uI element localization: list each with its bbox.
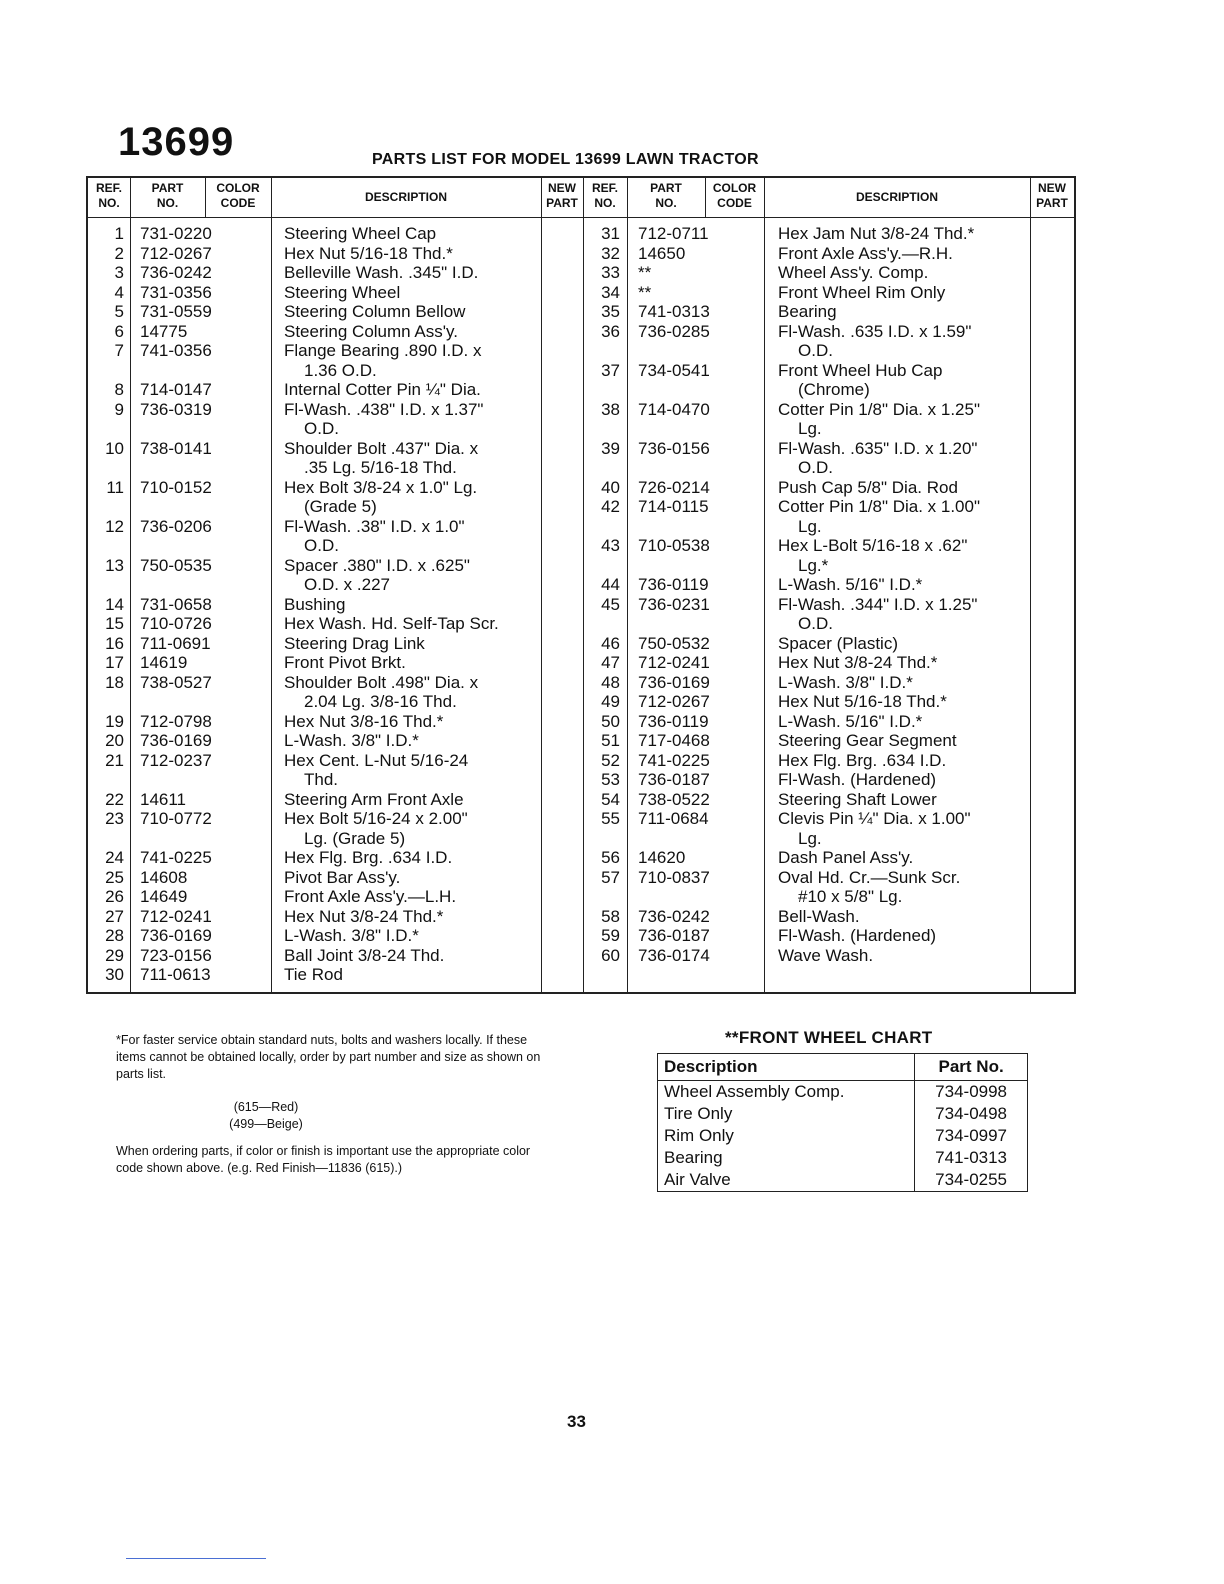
ref-number: 7	[114, 341, 124, 360]
part-description: Fl-Wash. .635" I.D. x 1.20"	[778, 438, 978, 458]
ref-number: 60	[601, 945, 620, 965]
part-description: Steering Column Bellow	[284, 302, 466, 321]
ref-number: 12	[105, 516, 124, 536]
parts-row	[88, 731, 1074, 750]
parts-row	[88, 244, 1074, 263]
part-number: 712-0711	[638, 224, 709, 243]
wheel-chart-row	[658, 1081, 1028, 1104]
parts-row	[88, 380, 1074, 399]
ref-number: 11	[106, 477, 124, 497]
ref-number: 40	[601, 477, 620, 497]
ref-number: 13	[105, 555, 124, 575]
ref-number: 28	[105, 926, 124, 945]
part-description: Internal Cotter Pin ¼" Dia.	[284, 380, 481, 399]
part-description: Wheel Ass'y. Comp.	[778, 263, 929, 282]
part-description: Hex Nut 3/8-24 Thd.*	[284, 906, 444, 926]
part-number: 736-0285	[638, 321, 710, 341]
part-description-cont: O.D.	[798, 614, 833, 633]
part-description: Hex Wash. Hd. Self-Tap Scr.	[284, 614, 499, 633]
ref-number: 46	[601, 633, 620, 653]
wheel-part-number: 734-0997	[915, 1125, 1028, 1147]
part-description-cont: (Chrome)	[798, 380, 870, 399]
part-number: 750-0532	[638, 633, 710, 653]
part-description: Hex Cent. L-Nut 5/16-24	[284, 750, 469, 770]
part-description: Hex Nut 3/8-16 Thd.*	[284, 711, 444, 731]
wheel-chart-row	[658, 1147, 1028, 1169]
part-number: 710-0726	[140, 614, 212, 633]
part-description-cont: Thd.	[304, 770, 339, 789]
ref-number: 2	[114, 243, 124, 263]
part-description: Clevis Pin ¼" Dia. x 1.00"	[778, 809, 971, 828]
part-number: 741-0225	[140, 848, 212, 867]
part-number: 738-0522	[638, 789, 710, 809]
front-wheel-chart	[657, 1053, 1028, 1192]
parts-row	[88, 283, 1074, 302]
part-description: Fl-Wash. .635 I.D. x 1.59"	[778, 321, 972, 341]
part-number: 710-0538	[638, 536, 710, 555]
ref-number: 24	[105, 848, 124, 867]
part-number: 736-0319	[140, 399, 212, 419]
ref-number: 57	[601, 867, 620, 887]
part-number: 731-0220	[140, 224, 212, 243]
parts-row	[88, 575, 1074, 594]
parts-row	[88, 887, 1074, 906]
parts-row	[88, 712, 1074, 731]
wheel-part-number: 734-0255	[915, 1169, 1028, 1192]
part-number: 731-0356	[140, 282, 212, 302]
part-number: 734-0541	[638, 360, 710, 380]
ref-number: 34	[601, 282, 620, 302]
ref-number: 47	[601, 653, 620, 672]
part-description: L-Wash. 3/8" I.D.*	[284, 926, 419, 945]
wheel-chart-row	[658, 1125, 1028, 1147]
part-description: Cotter Pin 1/8" Dia. x 1.25"	[778, 399, 980, 419]
ref-number: 6	[114, 321, 124, 341]
wheel-col-description: Description	[658, 1054, 915, 1081]
part-number: 14608	[140, 867, 188, 887]
part-description: Fl-Wash. (Hardened)	[778, 770, 937, 789]
color-code-legend	[116, 1099, 416, 1133]
part-number: 736-0187	[638, 770, 710, 789]
part-description: Shoulder Bolt .437" Dia. x	[284, 438, 479, 458]
ref-number: 16	[105, 633, 124, 653]
part-number: 710-0837	[638, 867, 710, 887]
part-description: Bushing	[284, 594, 346, 614]
wheel-part-number: 734-0998	[915, 1081, 1028, 1104]
part-description: Steering Column Ass'y.	[284, 321, 458, 341]
part-number: 731-0559	[140, 302, 212, 321]
ref-number: 45	[601, 594, 620, 614]
part-number: 738-0141	[140, 438, 212, 458]
notes-section	[116, 1032, 556, 1177]
wheel-col-part-no: Part No.	[915, 1054, 1028, 1081]
part-description-cont: Lg. (Grade 5)	[304, 828, 406, 848]
part-description-cont: #10 x 5/8" Lg.	[798, 887, 903, 906]
parts-row	[88, 907, 1074, 926]
parts-row	[88, 478, 1074, 497]
ref-number: 39	[601, 438, 620, 458]
part-number: 710-0772	[140, 809, 212, 828]
part-description: L-Wash. 5/16" I.D.*	[778, 575, 923, 594]
ref-number: 44	[601, 575, 620, 594]
ref-number: 33	[601, 263, 620, 282]
parts-row	[88, 926, 1074, 945]
part-description: Shoulder Bolt .498" Dia. x	[284, 672, 479, 692]
parts-row	[88, 790, 1074, 809]
ordering-note: When ordering parts, if color or finish is important use the appropriate color code shown above. (e.g. Red Finish—11836 (615).)	[116, 1144, 531, 1175]
part-number: 14611	[140, 789, 187, 809]
part-description-cont: Lg.*	[798, 555, 829, 575]
ref-number: 32	[601, 243, 620, 263]
ref-number: 35	[601, 302, 620, 321]
part-number: 712-0241	[140, 906, 212, 926]
part-description: Steering Gear Segment	[778, 731, 957, 750]
part-description: Hex L-Bolt 5/16-18 x .62"	[778, 536, 968, 555]
part-number: 14649	[140, 887, 188, 906]
part-description-cont: Lg.	[798, 419, 822, 438]
ref-number: 21	[105, 750, 124, 770]
ref-number: 18	[105, 672, 124, 692]
page-number: 33	[567, 1412, 586, 1431]
parts-row	[88, 614, 1074, 633]
part-number: 14620	[638, 848, 686, 867]
ref-number: 22	[105, 789, 124, 809]
part-description: Bearing	[778, 302, 837, 321]
ref-number: 53	[601, 770, 620, 789]
ref-number: 29	[105, 945, 124, 965]
part-description-cont: 1.36 O.D.	[304, 360, 377, 380]
ref-number: 54	[601, 789, 620, 809]
ref-number: 26	[105, 887, 124, 906]
model-number: 13699	[118, 120, 235, 164]
part-description: Steering Wheel Cap	[284, 224, 437, 243]
part-number: **	[638, 263, 652, 282]
part-description: Oval Hd. Cr.—Sunk Scr.	[778, 867, 961, 887]
ref-number: 58	[601, 906, 620, 926]
header-ref-no-right: REF. NO.	[591, 181, 618, 210]
ref-number: 59	[601, 926, 620, 945]
part-description: Spacer (Plastic)	[778, 633, 898, 653]
wheel-description: Air Valve	[658, 1169, 915, 1192]
part-description: Push Cap 5/8" Dia. Rod	[778, 477, 958, 497]
part-description: Hex Nut 5/16-18 Thd.*	[284, 243, 453, 263]
part-number: 736-0156	[638, 438, 710, 458]
part-description: Front Axle Ass'y.—L.H.	[284, 887, 457, 906]
header-color-code-left: COLOR CODE	[216, 181, 260, 210]
ref-number: 27	[105, 906, 124, 926]
part-number: 741-0356	[140, 341, 212, 360]
part-description: Flange Bearing .890 I.D. x	[284, 341, 482, 360]
page-title: PARTS LIST FOR MODEL 13699 LAWN TRACTOR	[372, 151, 759, 168]
ref-number: 20	[105, 731, 124, 750]
part-number: 723-0156	[140, 945, 212, 965]
part-number: 736-0242	[638, 906, 710, 926]
part-number: 736-0169	[140, 926, 212, 945]
parts-row	[88, 263, 1074, 282]
part-number: 736-0206	[140, 516, 212, 536]
part-number: 14775	[140, 321, 188, 341]
part-number: 736-0119	[638, 575, 709, 594]
header-description-right: DESCRIPTION	[855, 190, 938, 204]
part-description: Dash Panel Ass'y.	[778, 848, 914, 867]
ref-number: 23	[105, 809, 124, 828]
parts-row	[88, 692, 1074, 711]
ref-number: 15	[105, 614, 124, 633]
part-description: Steering Arm Front Axle	[284, 789, 464, 809]
part-number: 714-0470	[638, 399, 710, 419]
header-new-part-right: NEW PART	[1036, 181, 1068, 210]
part-description-cont: Lg.	[798, 516, 822, 536]
part-description: Hex Bolt 5/16-24 x 2.00"	[284, 809, 468, 828]
parts-row	[88, 634, 1074, 653]
part-description-cont: O.D.	[798, 458, 833, 477]
header-part-no-right: PART NO.	[650, 181, 682, 210]
part-description: Steering Drag Link	[284, 633, 425, 653]
part-description: Fl-Wash. .438" I.D. x 1.37"	[284, 399, 484, 419]
part-number: 712-0237	[140, 750, 212, 770]
ref-number: 31	[601, 224, 620, 243]
part-description-cont: 2.04 Lg. 3/8-16 Thd.	[304, 692, 457, 711]
ref-number: 25	[105, 867, 124, 887]
part-number: 741-0313	[638, 302, 710, 321]
ref-number: 17	[105, 653, 124, 672]
ref-number: 43	[601, 536, 620, 555]
part-description-cont: Lg.	[798, 828, 822, 848]
wheel-description: Wheel Assembly Comp.	[658, 1081, 915, 1104]
part-number: 712-0798	[140, 711, 212, 731]
part-number: 717-0468	[638, 731, 710, 750]
ref-number: 56	[601, 848, 620, 867]
part-number: 736-0174	[638, 945, 710, 965]
ref-number: 8	[114, 380, 124, 399]
part-number: 736-0242	[140, 263, 212, 282]
part-number: 736-0187	[638, 926, 710, 945]
part-number: 712-0267	[638, 692, 710, 711]
parts-row	[88, 302, 1074, 321]
parts-row	[88, 224, 1074, 243]
parts-row	[88, 751, 1074, 770]
part-description-cont: O.D.	[304, 419, 339, 438]
part-number: 736-0231	[638, 594, 710, 614]
part-number: 741-0225	[638, 750, 710, 770]
ref-number: 37	[601, 360, 620, 380]
part-number: 736-0169	[638, 672, 710, 692]
part-description: Ball Joint 3/8-24 Thd.	[284, 945, 445, 965]
service-note: *For faster service obtain standard nuts, bolts and washers locally. If these items cannot be obtained locally, order by part number and size as shown on parts list.	[116, 1033, 541, 1081]
part-description: Bell-Wash.	[778, 906, 860, 926]
part-description: Fl-Wash. .38" I.D. x 1.0"	[284, 516, 465, 536]
front-wheel-chart-title: **FRONT WHEEL CHART	[725, 1028, 933, 1047]
part-number: 711-0691	[140, 633, 211, 653]
part-description: Hex Nut 5/16-18 Thd.*	[778, 692, 947, 711]
part-description: Front Pivot Brkt.	[284, 653, 406, 672]
ref-number: 36	[601, 321, 620, 341]
parts-table	[86, 176, 1076, 994]
part-number: 736-0169	[140, 731, 212, 750]
ref-number: 10	[105, 438, 124, 458]
parts-row	[88, 946, 1074, 965]
part-number: 710-0152	[140, 477, 212, 497]
ref-number: 51	[601, 731, 620, 750]
ref-number: 49	[601, 692, 620, 711]
part-description: L-Wash. 5/16" I.D.*	[778, 711, 923, 731]
part-description: Hex Flg. Brg. .634 I.D.	[284, 848, 453, 867]
part-description: Hex Bolt 3/8-24 x 1.0" Lg.	[284, 477, 478, 497]
ref-number: 48	[601, 672, 620, 692]
part-description-cont: O.D.	[798, 341, 833, 360]
part-description: Tie Rod	[284, 965, 343, 984]
wheel-chart-row	[658, 1103, 1028, 1125]
parts-row	[88, 848, 1074, 867]
parts-row	[88, 673, 1074, 692]
part-description: Wave Wash.	[778, 945, 874, 965]
part-description: Steering Shaft Lower	[778, 789, 937, 809]
part-description: Front Wheel Rim Only	[778, 282, 946, 302]
ref-number: 42	[601, 497, 620, 516]
part-number: 726-0214	[638, 477, 710, 497]
ref-number: 19	[105, 711, 124, 731]
part-number: 714-0115	[638, 497, 709, 516]
part-number: 712-0241	[638, 653, 710, 672]
parts-row	[88, 965, 1074, 984]
wheel-description: Bearing	[658, 1147, 915, 1169]
ref-number: 50	[601, 711, 620, 731]
part-description-cont: (Grade 5)	[304, 497, 377, 516]
wheel-chart-row	[658, 1169, 1028, 1192]
part-description: Pivot Bar Ass'y.	[284, 867, 401, 887]
ref-number: 52	[601, 750, 620, 770]
part-description: Hex Jam Nut 3/8-24 Thd.*	[778, 224, 975, 243]
parts-row	[88, 770, 1074, 789]
part-description: Belleville Wash. .345" I.D.	[284, 263, 479, 282]
part-description: Cotter Pin 1/8" Dia. x 1.00"	[778, 497, 980, 516]
header-color-code-right: COLOR CODE	[712, 181, 757, 210]
ref-number: 14	[105, 594, 124, 614]
wheel-part-number: 734-0498	[915, 1103, 1028, 1125]
color-code-red: (615—Red)	[233, 1100, 299, 1114]
ref-number: 38	[601, 399, 620, 419]
part-number: 738-0527	[140, 672, 212, 692]
part-description: Hex Flg. Brg. .634 I.D.	[778, 750, 947, 770]
part-description: Steering Wheel	[284, 282, 401, 302]
ref-number: 4	[114, 282, 124, 302]
part-number: **	[638, 282, 652, 302]
ref-number: 3	[114, 263, 124, 282]
part-description-cont: .35 Lg. 5/16-18 Thd.	[304, 458, 457, 477]
part-description: Fl-Wash. (Hardened)	[778, 926, 937, 945]
part-number: 750-0535	[140, 555, 212, 575]
part-number: 714-0147	[140, 380, 212, 399]
ref-number: 30	[105, 965, 124, 984]
part-description: L-Wash. 3/8" I.D.*	[284, 731, 419, 750]
part-number: 712-0267	[140, 243, 212, 263]
header-description-left: DESCRIPTION	[364, 190, 447, 204]
ref-number: 5	[114, 302, 124, 321]
part-description: Front Wheel Hub Cap	[778, 360, 943, 380]
wheel-description: Tire Only	[658, 1103, 915, 1125]
part-number: 711-0613	[140, 965, 211, 984]
part-description: Fl-Wash. .344" I.D. x 1.25"	[778, 594, 978, 614]
color-code-beige: (499—Beige)	[229, 1117, 303, 1131]
part-description-cont: O.D.	[304, 536, 339, 555]
header-new-part-left: NEW PART	[546, 181, 578, 210]
ref-number: 9	[114, 399, 124, 419]
bottom-rule	[126, 1558, 266, 1559]
part-number: 14650	[638, 243, 686, 263]
header-part-no-left: PART NO.	[151, 181, 184, 210]
part-number: 736-0119	[638, 711, 709, 731]
part-number: 14619	[140, 653, 188, 672]
part-number: 711-0684	[638, 809, 709, 828]
part-description: Hex Nut 3/8-24 Thd.*	[778, 653, 938, 672]
parts-row	[88, 653, 1074, 672]
part-description-cont: O.D. x .227	[304, 575, 390, 594]
part-description: L-Wash. 3/8" I.D.*	[778, 672, 913, 692]
part-number: 731-0658	[140, 594, 212, 614]
part-description: Front Axle Ass'y.—R.H.	[778, 243, 953, 263]
wheel-part-number: 741-0313	[915, 1147, 1028, 1169]
wheel-description: Rim Only	[658, 1125, 915, 1147]
header-ref-no-left: REF. NO.	[95, 181, 122, 210]
ref-number: 55	[601, 809, 620, 828]
part-description: Spacer .380" I.D. x .625"	[284, 555, 470, 575]
ref-number: 1	[114, 224, 124, 243]
